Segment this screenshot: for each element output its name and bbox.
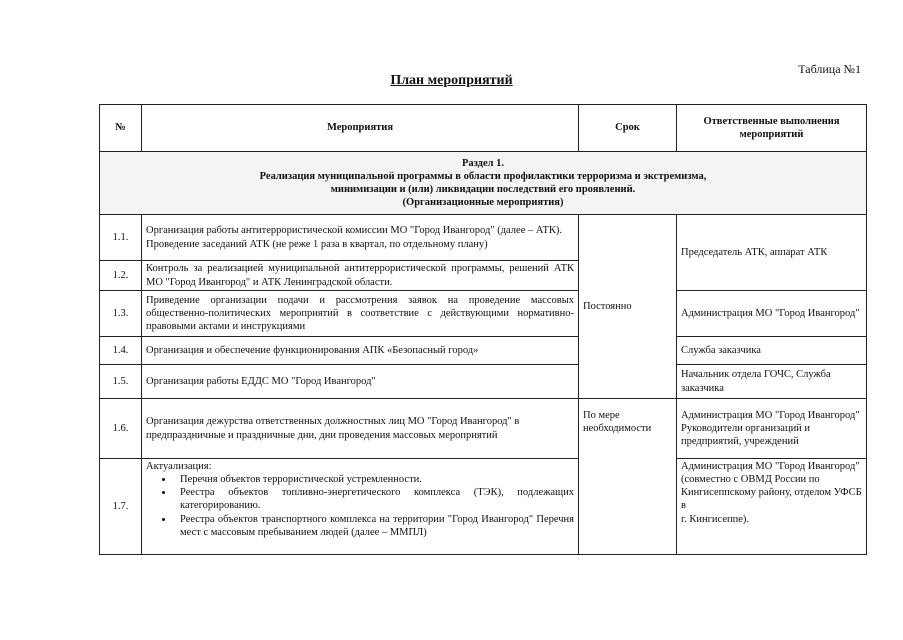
row-responsible: Служба заказчика [677,337,867,365]
term-as-needed-cell: По мере необходимости [579,399,677,555]
bullet-item: • Реестра объектов топливно-энергетического комплекса (ТЭК), подлежащих категорированию. [174,486,574,512]
row-activity: Контроль за реализацией муниципальной антитеррористической программы, решений АТК МО "Город Ивангород" и АТК Ленинградской области. [142,261,579,291]
row-activity-line: Проведение заседаний АТК (не реже 1 раза в квартал, по отдельному плану) [146,238,488,250]
row-responsible-line: Руководители организаций и предприятий, учреждений [681,422,811,448]
table-row [100,291,867,337]
row-responsible [677,399,867,459]
column-header-responsible: Ответственные выполнения мероприятий [677,105,867,152]
row-responsible-line: (совместно с ОВМД России по Кингисеппскому району, отделом УФСБ в [681,474,862,512]
table-row [100,215,867,261]
row-number: 1.5. [100,365,142,399]
bullet-item: • Перечня объектов террористической устремленности. [174,473,574,486]
bullet-list [146,473,574,539]
table-header-row [100,105,867,152]
responsible-merged-cell: Председатель АТК, аппарат АТК [677,215,867,291]
column-header-term: Срок [579,105,677,152]
row-activity: Приведение организации подачи и рассмотрения заявок на проведение массовых общественно-политических мероприятий в соответствие с действующими нормативно-правовыми актами и инструкциями [142,291,579,337]
row-responsible: Администрация МО "Город Ивангород" [677,291,867,337]
row-number: 1.7. [100,459,142,555]
activity-plan-table [99,104,867,555]
section-number: Раздел 1. [461,157,505,169]
page-title: План мероприятий [390,73,513,88]
row-responsible: Начальник отдела ГОЧС, Служба заказчика [677,365,867,399]
row-activity-intro: Актуализация: [146,461,212,472]
section-subtitle: (Организационные мероприятия) [402,197,564,209]
row-activity [142,215,579,261]
row-activity: Организация дежурства ответственных должностных лиц МО "Город Ивангород" в предпраздничные и праздничные дни, дни проведения массовых мероприятий [142,399,579,459]
row-number: 1.1. [100,215,142,261]
row-number: 1.6. [100,399,142,459]
bullet-item: • Реестра объектов транспортного комплекса на территории "Город Ивангород" Перечня мест с массовым пребыванием людей (далее – ММПЛ) [174,513,574,539]
table-row [100,337,867,365]
column-header-num: № [100,105,142,152]
table-number-label: Таблица №1 [798,62,861,76]
row-activity: Организация и обеспечение функционирования АПК «Безопасный город» [142,337,579,365]
column-header-activity: Мероприятия [142,105,579,152]
section-heading [100,152,867,215]
section-title-line1: Реализация муниципальной программы в области профилактики терроризма и экстремизма, [259,170,707,182]
row-responsible [677,459,867,555]
row-responsible-line: г. Кингисеппе). [681,513,750,525]
table-row [100,399,867,459]
row-number: 1.3. [100,291,142,337]
section-row [100,152,867,215]
row-activity-line: Организация работы антитеррористической комиссии МО "Город Ивангород" (далее – АТК). [146,225,563,237]
term-constant-cell: Постоянно [579,215,677,399]
row-responsible-line: Администрация МО "Город Ивангород" [681,461,860,472]
table-row [100,365,867,399]
table-row [100,459,867,555]
row-number: 1.2. [100,261,142,291]
row-responsible-line: Администрация МО "Город Ивангород" [681,409,860,421]
row-activity [142,459,579,555]
row-number: 1.4. [100,337,142,365]
row-activity: Организация работы ЕДДС МО "Город Ивангород" [142,365,579,399]
section-title-line2: минимизации и (или) ликвидации последствий его проявлений. [330,184,636,195]
